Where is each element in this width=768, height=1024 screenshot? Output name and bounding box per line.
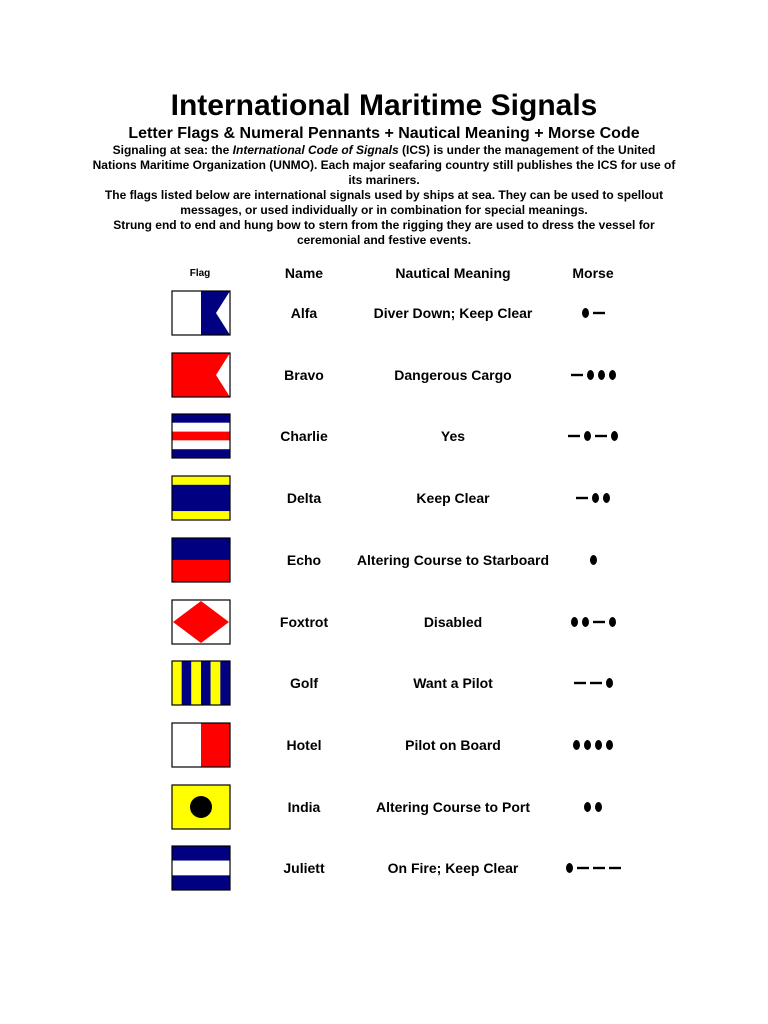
- signal-name: Charlie: [280, 428, 328, 444]
- morse-dash: [593, 621, 605, 623]
- signal-name: Hotel: [286, 737, 322, 753]
- morse-dash: [593, 867, 605, 869]
- signal-morse: [553, 735, 633, 755]
- signal-name: Foxtrot: [279, 614, 329, 630]
- morse-dot: [571, 617, 578, 627]
- signal-row: [0, 660, 768, 710]
- morse-dot: [611, 431, 618, 441]
- header-name: Name: [284, 265, 324, 281]
- page-subtitle: Letter Flags & Numeral Pennants + Nautical Meaning + Morse Code: [128, 125, 640, 142]
- morse-dash: [577, 867, 589, 869]
- morse-dot: [609, 617, 616, 627]
- golf-flag-icon: [171, 660, 231, 706]
- morse-dot: [584, 740, 591, 750]
- morse-dot: [584, 431, 591, 441]
- delta-flag-icon: [171, 475, 231, 521]
- signal-meaning: Yes: [440, 428, 466, 444]
- intro-paragraph-1: [90, 143, 678, 188]
- morse-dot: [592, 493, 599, 503]
- signal-morse: [553, 488, 633, 508]
- morse-dot: [595, 802, 602, 812]
- signal-meaning: Altering Course to Port: [375, 799, 530, 815]
- alfa-flag-icon: [171, 290, 231, 336]
- signal-name: Golf: [290, 675, 318, 691]
- morse-dash: [590, 682, 602, 684]
- morse-dot: [582, 308, 589, 318]
- morse-dash: [609, 867, 621, 869]
- signal-meaning: Pilot on Board: [405, 737, 501, 753]
- morse-dot: [573, 740, 580, 750]
- signal-name: India: [287, 799, 321, 815]
- signal-morse: [553, 550, 633, 570]
- morse-dot: [595, 740, 602, 750]
- signal-meaning: Dangerous Cargo: [394, 367, 512, 383]
- morse-dot: [590, 555, 597, 565]
- morse-dot: [598, 370, 605, 380]
- intro-text: [90, 143, 678, 248]
- signal-meaning: Altering Course to Starboard: [356, 552, 550, 568]
- signal-meaning: Want a Pilot: [413, 675, 493, 691]
- morse-dash: [576, 497, 588, 499]
- signal-meaning: Disabled: [423, 614, 483, 630]
- signal-row: [0, 290, 768, 340]
- juliett-flag-icon: [171, 845, 231, 891]
- echo-flag-icon: [171, 537, 231, 583]
- signal-meaning: Diver Down; Keep Clear: [373, 305, 533, 321]
- signal-row: [0, 413, 768, 463]
- morse-dash: [568, 435, 580, 437]
- charlie-flag-icon: [171, 413, 231, 459]
- signal-morse: [553, 797, 633, 817]
- signal-row: [0, 722, 768, 772]
- morse-dot: [566, 863, 573, 873]
- morse-dash: [571, 374, 583, 376]
- morse-dot: [603, 493, 610, 503]
- india-flag-icon: [171, 784, 231, 830]
- signal-row: [0, 537, 768, 587]
- signal-morse: [553, 426, 633, 446]
- intro-italic-title: International Code of Signals: [232, 143, 399, 157]
- signal-morse: [553, 612, 633, 632]
- header-meaning: Nautical Meaning: [395, 265, 511, 281]
- signal-morse: [553, 858, 633, 878]
- signal-name: Alfa: [290, 305, 318, 321]
- morse-dot: [606, 678, 613, 688]
- signal-name: Echo: [286, 552, 322, 568]
- morse-dot: [587, 370, 594, 380]
- signal-meaning: On Fire; Keep Clear: [387, 860, 519, 876]
- morse-dash: [595, 435, 607, 437]
- morse-dash: [593, 312, 605, 314]
- signal-morse: [553, 365, 633, 385]
- page-title: International Maritime Signals: [170, 89, 598, 122]
- signal-name: Delta: [286, 490, 322, 506]
- intro-text-segment: Signaling at sea: the: [112, 143, 233, 157]
- signal-row: [0, 599, 768, 649]
- signal-row: [0, 352, 768, 402]
- signal-name: Juliett: [283, 860, 325, 876]
- signal-row: [0, 784, 768, 834]
- signal-morse: [553, 303, 633, 323]
- foxtrot-flag-icon: [171, 599, 231, 645]
- intro-text-segment: (ICS) is under the management of the United Nations Maritime Organization (UNMO). Each major seafaring country still publishes the ICS for use of its mariners.: [92, 143, 676, 187]
- signal-row: [0, 845, 768, 895]
- morse-dot: [606, 740, 613, 750]
- signal-name: Bravo: [284, 367, 324, 383]
- signal-morse: [553, 673, 633, 693]
- morse-dot: [584, 802, 591, 812]
- header-morse: Morse: [572, 265, 614, 281]
- morse-dot: [609, 370, 616, 380]
- bravo-flag-icon: [171, 352, 231, 398]
- signal-meaning: Keep Clear: [416, 490, 490, 506]
- intro-paragraph-3: Strung end to end and hung bow to stern from the rigging they are used to dress the vessel for ceremonial and festive events.: [113, 218, 655, 247]
- header-flag: Flag: [189, 268, 211, 279]
- morse-dot: [582, 617, 589, 627]
- morse-dash: [574, 682, 586, 684]
- signal-row: [0, 475, 768, 525]
- hotel-flag-icon: [171, 722, 231, 768]
- intro-paragraph-2: The flags listed below are international signals used by ships at sea. They can be used to spellout messages, or used individually or in combination for special meanings.: [104, 188, 664, 217]
